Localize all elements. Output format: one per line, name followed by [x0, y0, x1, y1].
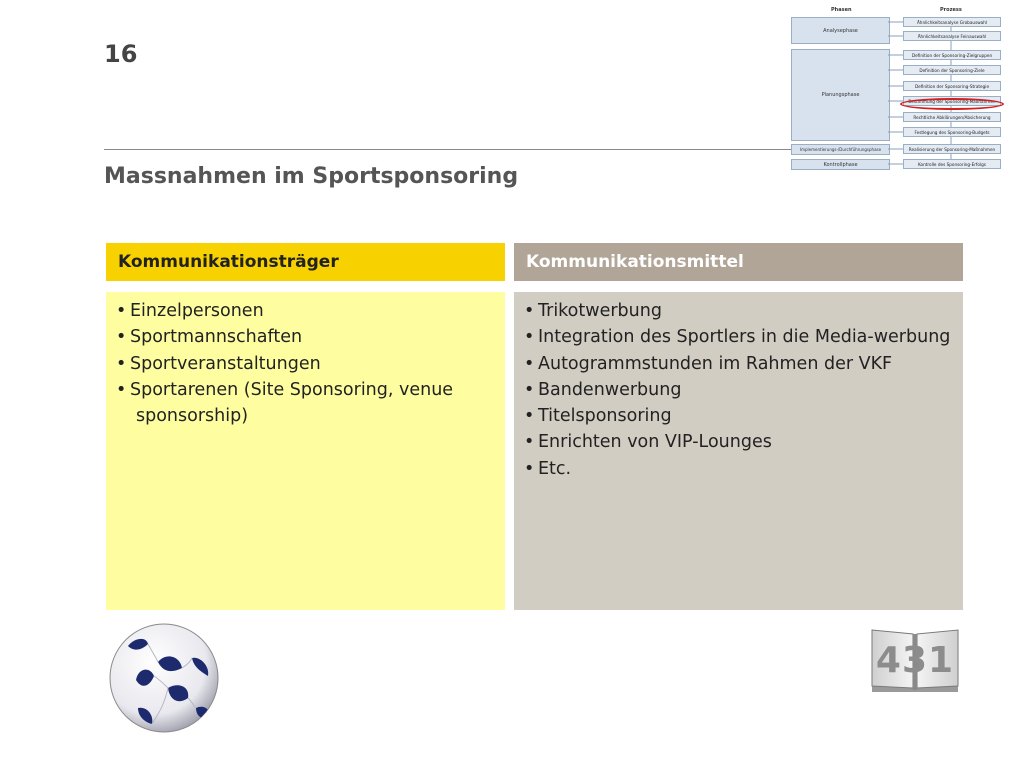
phase-implementation: Implementierungs-/Durchführungsphase [791, 144, 890, 155]
list-item [116, 351, 495, 377]
bullet: • [116, 327, 127, 348]
bullet: • [116, 379, 127, 400]
bullet: • [524, 458, 535, 479]
process-step: Kontrolle des Sponsoring-Erfolgs [903, 159, 1001, 169]
process-step: Ähnlichkeitsanalyse Feinauswahl [903, 31, 1001, 41]
list-item [116, 324, 495, 350]
bullet: • [116, 353, 127, 374]
bullet: • [524, 406, 535, 427]
list-item-text: Integration des Sportlers in die Media-werbung [538, 327, 951, 348]
list-item-text: Sportmannschaften [130, 327, 303, 348]
bullet: • [524, 353, 535, 374]
list-item-text: Bandenwerbung [538, 379, 682, 400]
process-step: Definition der Sponsoring-Ziele [903, 65, 1001, 75]
phase-analysis: Analysephase [791, 17, 890, 44]
list-item-text: Trikotwerbung [538, 301, 662, 321]
process-heading: Prozess [940, 7, 962, 13]
right-column-body [514, 292, 963, 610]
list-item-text: Sportveranstaltungen [130, 353, 321, 374]
soccer-ball-icon [108, 622, 220, 734]
phases-heading: Phasen [831, 7, 852, 13]
list-item [524, 456, 953, 482]
list-item-text: Enrichten von VIP-Lounges [538, 432, 772, 453]
list-item-text: Einzelpersonen [130, 301, 264, 321]
process-step: Realisierung der Sponsoring-Maßnahmen [903, 144, 1001, 154]
list-item [524, 429, 953, 455]
slide-title: Massnahmen im Sportsponsoring [104, 164, 519, 189]
list-item-text: Sportarenen (Site Sponsoring, venue sponsorship) [130, 379, 454, 427]
list-item-text: Titelsponsoring [538, 406, 672, 427]
bullet: • [524, 432, 535, 453]
process-step-highlighted: Bestimmung der Sponsoring-Maßnahmen [903, 96, 1001, 106]
phase-planning: Planungsphase [791, 49, 890, 141]
list-item-text: Autogrammstunden im Rahmen der VKF [538, 353, 893, 374]
book-number: 431 [875, 640, 955, 681]
process-step: Festlegung des Sponsoring-Budgets [903, 127, 1001, 137]
bullet: • [524, 301, 535, 321]
list-item [524, 403, 953, 429]
bullet: • [524, 379, 535, 400]
list-item-text: Etc. [538, 458, 572, 479]
list-item [524, 298, 953, 324]
list-item [116, 377, 476, 430]
process-diagram [788, 4, 1006, 174]
left-column-header: Kommunikationsträger [106, 243, 505, 281]
process-step: Rechtliche Abklärungen/Absicherung [903, 112, 1001, 122]
list-item [524, 324, 954, 350]
process-step: Definition der Sponsoring-Strategie [903, 81, 1001, 91]
process-step: Ähnlichkeitsanalyse Grobauswahl [903, 17, 1001, 27]
right-column-header: Kommunikationsmittel [514, 243, 963, 281]
phase-control: Kontrollphase [791, 159, 890, 170]
list-item [116, 298, 495, 324]
list-item [524, 351, 953, 377]
bullet: • [116, 301, 127, 321]
left-column-body [106, 292, 505, 610]
highlight-ellipse [900, 98, 1004, 110]
right-item-list [524, 298, 953, 482]
title-divider [104, 149, 794, 150]
left-item-list [116, 298, 495, 429]
list-item [524, 377, 953, 403]
slide-number: 16 [104, 40, 138, 68]
bullet: • [524, 327, 535, 348]
process-step: Definition der Sponsoring-Zielgruppen [903, 50, 1001, 60]
